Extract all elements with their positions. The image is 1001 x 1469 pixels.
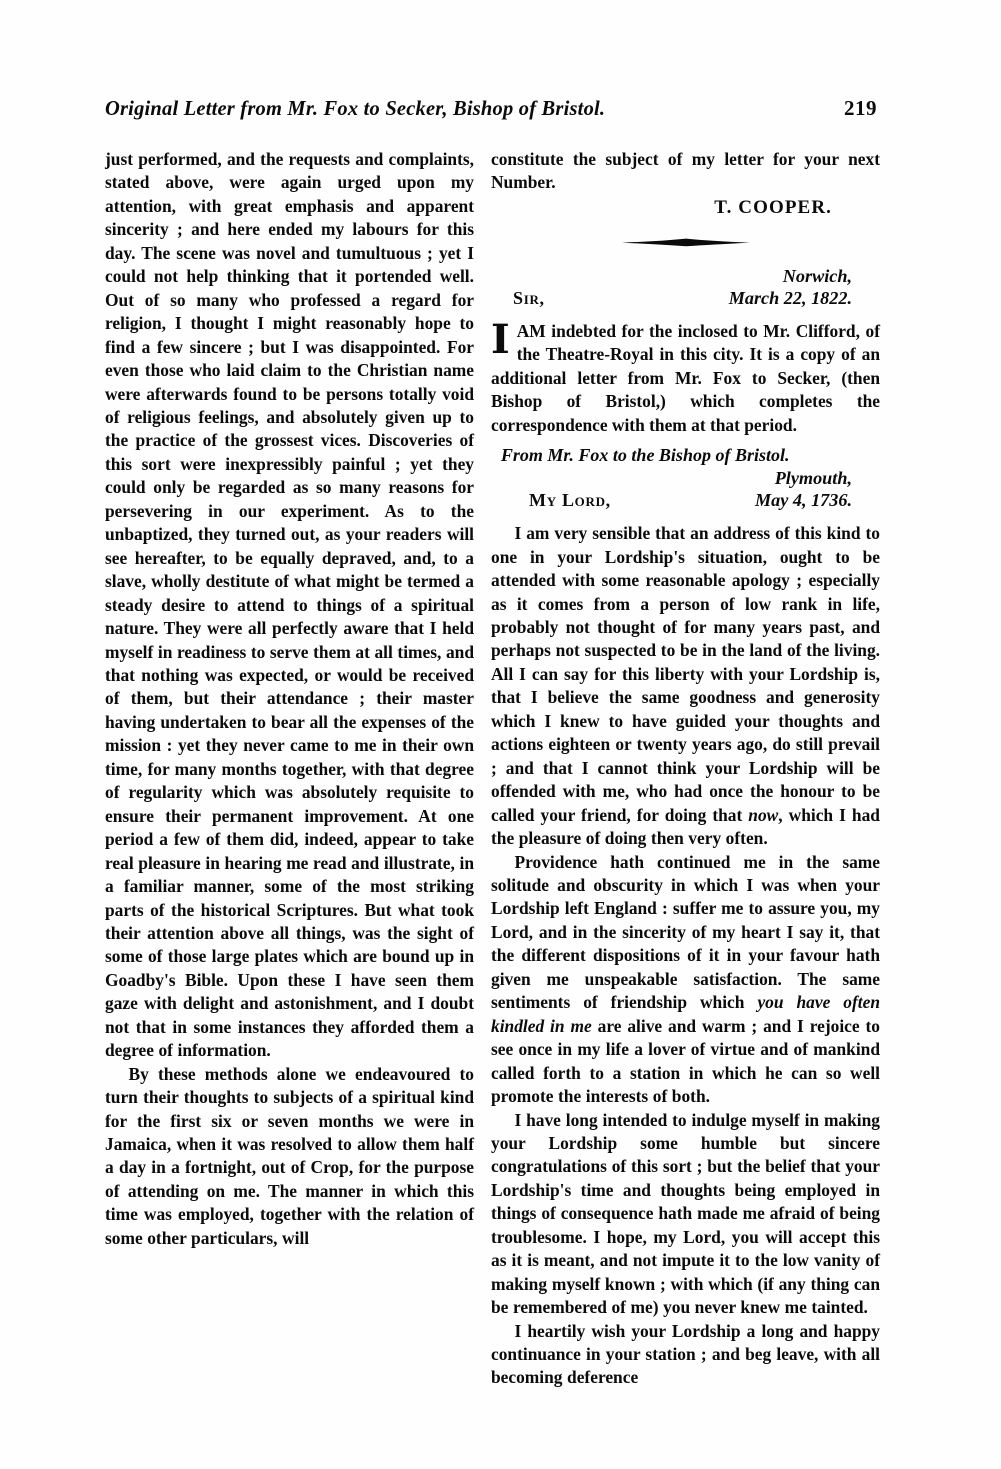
right-column: [491, 148, 880, 1398]
running-head-title: Original Letter from Mr. Fox to Secker, Bishop of Bristol.: [105, 97, 606, 120]
paragraph-by-these-methods: By these methods alone we endeavoured to turn their thoughts to subjects of a spiritual kind for the first six or seven months we were in Jamaica, when it was resolved to allow them half a day in a fortnight, out of Crop, for the purpose of attending on me. The manner in which this time was employed, together with the relation of some other particulars, will: [105, 1063, 474, 1248]
paragraph-letter-one-text: AM indebted for the inclosed to Mr. Clifford, of the Theatre-Royal in this city. It is a copy of an additional letter from Mr. Fox to Secker, (then Bishop of Bristol,) which completes the correspondence with them at that period.: [491, 320, 880, 435]
emphasis-kindled-in-me: you have often kindled in me: [491, 992, 880, 1036]
dateline-date-1736: May 4, 1736.: [755, 490, 852, 511]
paragraph-providence-hath: [491, 851, 880, 1109]
spindle-rule-icon: [620, 236, 752, 248]
spacer: [491, 513, 880, 522]
salutation-sir: Sir,: [513, 287, 545, 308]
dateline-place-plymouth: Plymouth,: [774, 468, 852, 489]
paragraph-1-text-a: I am very sensible that an address of this kind to one in your Lordship's situation, ought to be attended with some reasonable apology ; especially as it comes from a person of low rank in life, probably not thought of for many years past, and perhaps not suspected to be in the land of the living. All I can say for this liberty with your Lordship is, that I believe the same goodness and generosity which I knew to have guided your thoughts and actions eighteen or twenty years ago, do still prevail ; and that I cannot think your Lordship will be offended with me, who had once the honour to be called your friend, for doing that: [491, 523, 880, 825]
paragraph-letter-one: [491, 315, 880, 437]
dateline-date-1822: March 22, 1822.: [728, 287, 852, 308]
paragraph-2-text-b: are alive and warm ; and I rejoice to see once in my life a lover of virtue and of mankind called forth to a station in which he can so well promote the interests of both.: [491, 1015, 880, 1107]
dateline-norwich: [491, 265, 880, 309]
signature-t-cooper: T. COOPER.: [714, 196, 832, 218]
salutation-my-lord: My Lord,: [529, 490, 611, 511]
ornament-divider: [491, 219, 880, 265]
dateline-place-norwich: Norwich,: [782, 265, 852, 286]
two-column-body: [105, 148, 880, 1398]
subheading-from-mr-fox: From Mr. Fox to the Bishop of Bristol.: [500, 445, 790, 466]
spacer: [491, 311, 880, 320]
paragraph-i-heartily-wish: I heartily wish your Lordship a long and happy continuance in your station ; and beg leave, with all becoming deference: [491, 1320, 880, 1388]
paragraph-i-am-very-sensible: [491, 522, 880, 850]
running-head: [105, 96, 877, 130]
paragraph-1-text-b: , which I had the pleasure of doing then very often.: [491, 804, 880, 849]
paragraph-2-text-a: Providence hath continued me in the same solitude and obscurity in which I was when your Lordship left England : suffer me to assure you, my Lord, and in the sincerity of my heart I say it, that the different dispositions of it in your favour hath given me unspeakable satisfaction. The same sentiments of friendship which: [491, 851, 880, 1013]
left-column: [105, 148, 474, 1398]
paragraph-continued: just performed, and the requests and complaints, stated above, were again urged upon my attention, with great emphasis and apparent sincerity ; and here ended my labours for this day. The scene was novel and tumultuous ; yet I could not help thinking that it portended well. Out of so many who professed a regard for religion, I thought I might reasonably hope to find a few sincere ; but I was disappointed. For even those who laid claim to the Christian name were afterwards found to be persons totally void of religious feelings, and absolutely given up to the practice of the grossest vices. Discoveries of this sort were inexpressibly painful ; yet they could only be regarded as so many reasons for persevering in our experiment. As to the unbaptized, they turned out, as your readers will see hereafter, to be equally depraved, and, to a slave, wholly destitute of what might be termed a steady desire to attend to things of a spiritual nature. They were all perfectly aware that I held myself in readiness to serve them at all times, and that nothing was expected, or would be received of them, but their attendance ; their master having undertaken to bear all the expenses of the mission : yet they never came to me in their own time, for many months together, with that degree of regularity which was absolutely requisite to ensure their permanent improvement. At one period a few of them did, indeed, appear to take real pleasure in hearing me read and illustrate, in a familiar manner, some of the most striking parts of the historical Scriptures. But what took their attention above all things, was the sight of some of those large plates which are bound up in Goadby's Bible. Upon these I have seen them gaze with delight and astonishment, and I doubt not that in some instances they afforded them a degree of information.: [105, 149, 474, 1061]
drop-cap-i: I: [491, 315, 510, 363]
emphasis-now: now: [748, 804, 779, 825]
paragraph-i-have-long-intended: I have long intended to indulge myself in making your Lordship some humble but sincere congratulations of this sort ; but the belief that your Lordship's time and thoughts being employed in things of consequence hath made me afraid of being troublesome. I hope, my Lord, you will accept this as it is meant, and not impute it to the low vanity of making myself known ; with which (if any thing can be remembered of me) you never knew me tainted.: [491, 1109, 880, 1318]
paragraph-continued-right: constitute the subject of my letter for your next Number.: [491, 149, 880, 193]
page-number: 219: [844, 96, 877, 120]
